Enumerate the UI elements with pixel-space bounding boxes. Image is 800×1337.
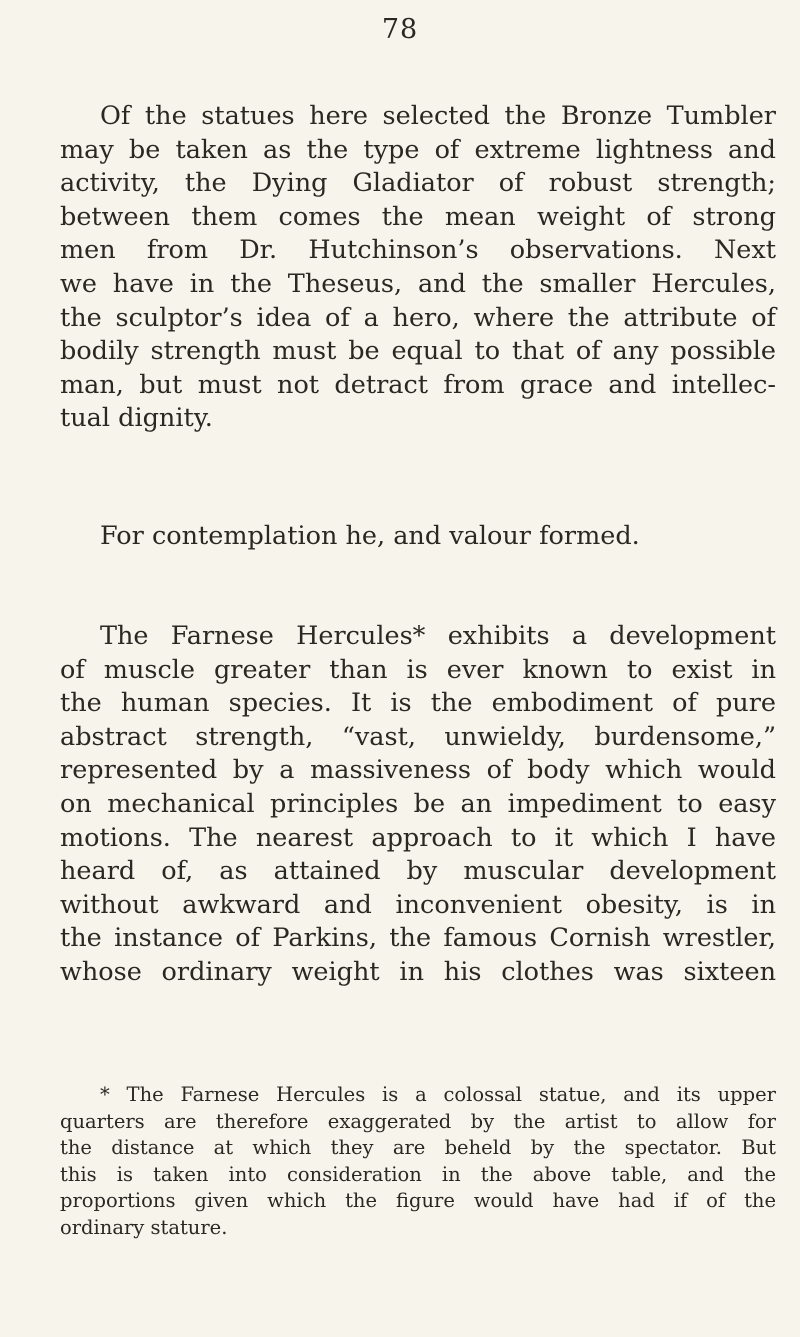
text-line: between them comes the mean weight of strong <box>60 201 776 232</box>
text-line: may be taken as the type of extreme lightness and <box>60 134 776 165</box>
text-line: the human species. It is the embodiment of pure <box>60 688 776 719</box>
text-line: man, but must not detract from grace and intellec- <box>60 369 776 400</box>
text-line: on mechanical principles be an impediment to easy <box>60 788 776 819</box>
footnote <box>60 1082 776 1241</box>
footnote-line: this is taken into consideration in the above table, and the <box>60 1162 776 1186</box>
text-line: of muscle greater than is ever known to exist in <box>60 654 776 685</box>
text-line: Of the statues here selected the Bronze Tumbler <box>100 101 776 131</box>
text-line: the instance of Parkins, the famous Cornish wrestler, <box>60 923 776 954</box>
footnote-line: * The Farnese Hercules is a colossal statue, and its upper <box>100 1083 776 1106</box>
quotation-line: For contemplation he, and valour formed. <box>100 521 640 551</box>
text-line: tual dignity. <box>60 403 213 434</box>
text-line: represented by a massiveness of body which would <box>60 755 776 786</box>
footnote-line: the distance at which they are beheld by the spectator. But <box>60 1136 776 1159</box>
paragraph-statues <box>60 100 776 436</box>
text-line: bodily strength must be equal to that of any possible <box>60 336 776 367</box>
quotation <box>60 520 776 554</box>
text-line: we have in the Theseus, and the smaller Hercules, <box>60 268 776 299</box>
footnote-line: proportions given which the figure would have had if of the <box>60 1189 776 1212</box>
text-line: without awkward and inconvenient obesity, is in <box>60 889 776 920</box>
text-line: men from Dr. Hutchinson’s observations. Next <box>60 235 776 266</box>
text-line: The Farnese Hercules* exhibits a development <box>100 621 776 651</box>
page-number: 78 <box>381 14 419 45</box>
footnote-line: ordinary stature. <box>60 1215 228 1239</box>
text-line: whose ordinary weight in his clothes was sixteen <box>60 956 776 987</box>
text-line: the sculptor’s idea of a hero, where the attribute of <box>60 302 776 333</box>
text-line: abstract strength, “vast, unwieldy, burdensome,” <box>60 721 776 752</box>
text-line: motions. The nearest approach to it which I have <box>60 822 776 853</box>
footnote-line: quarters are therefore exaggerated by the artist to allow for <box>60 1109 776 1133</box>
text-line: activity, the Dying Gladiator of robust strength; <box>60 168 776 199</box>
text-line: heard of, as attained by muscular development <box>60 856 776 887</box>
paragraph-farnese-hercules <box>60 620 776 990</box>
